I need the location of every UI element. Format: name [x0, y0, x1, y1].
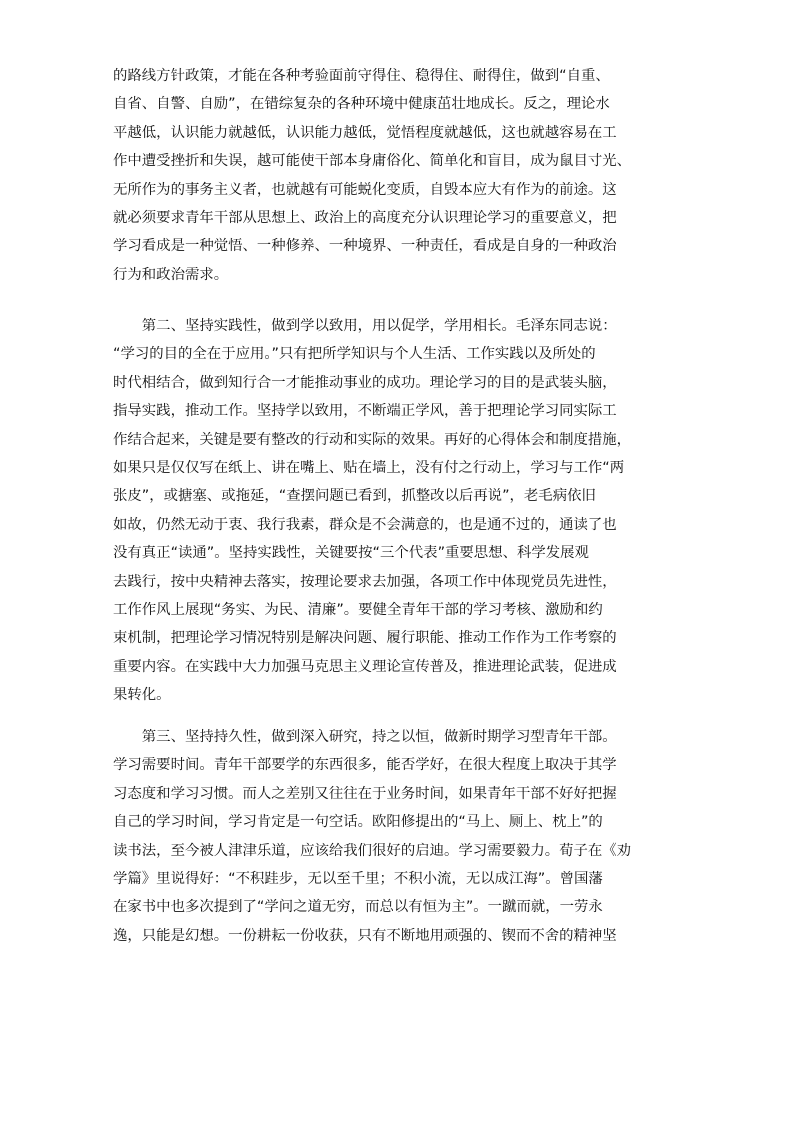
paragraph-3 [113, 723, 632, 950]
text-line: 工作作风上展现“务实、为民、清廉”。要健全青年干部的学习考核、激励和约 [113, 601, 603, 618]
text-line: 时代相结合，做到知行合一才能推动事业的成功。理论学习的目的是武装头脑， [113, 374, 617, 391]
text-line: 指导实践，推动工作。坚持学以致用，不断端正学风，善于把理论学习同实际工 [113, 403, 617, 420]
text-line: “学习的目的全在于应用。”只有把所学知识与个人生活、工作实践以及所处的 [113, 346, 596, 363]
text-line: 第二、坚持实践性，做到学以致用，用以促学，学用相长。毛泽东同志说： [113, 318, 617, 334]
text-line: 自省、自警、自励”，在错综复杂的各种环境中健康茁壮地成长。反之，理论水 [113, 96, 610, 113]
text-line: 自己的学习时间，学习肯定是一句空话。欧阳修提出的“马上、厕上、枕上”的 [113, 814, 603, 831]
text-line: 果转化。 [113, 687, 171, 704]
text-line: 学篇》里说得好：“不积跬步，无以至千里；不积小流，无以成江海”。曾国藩 [113, 870, 603, 887]
text-line: 平越低，认识能力就越低，认识能力越低，觉悟程度就越低，这也就越容易在工 [113, 124, 617, 141]
text-line: 学习需要时间。青年干部要学的东西很多，能否学好，在很大程度上取决于其学 [113, 757, 617, 774]
text-line: 就必须要求青年干部从思想上、政治上的高度充分认识理论学习的重要意义，把 [113, 209, 617, 226]
text-line: 作结合起来，关键是要有整改的行动和实际的效果。再好的心得体会和制度措施， [113, 431, 632, 448]
text-line: 作中遭受挫折和失误，越可能使干部本身庸俗化、简单化和盲目，成为鼠目寸光、 [113, 153, 632, 170]
text-line: 如果只是仅仅写在纸上、讲在嘴上、贴在墙上，没有付之行动上，学习与工作“两 [113, 459, 625, 476]
text-line: 第三、坚持持久性，做到深入研究，持之以恒，做新时期学习型青年干部。 [113, 729, 617, 745]
text-line: 逸，只能是幻想。一份耕耘一份收获，只有不断地用顽强的、锲而不舍的精神坚 [113, 927, 617, 944]
text-line: 张皮”，或搪塞、或拖延，“查摆问题已看到，抓整改以后再说”，老毛病依旧 [113, 488, 596, 505]
text-line: 学习看成是一种觉悟、一种修养、一种境界、一种责任，看成是自身的一种政治 [113, 238, 617, 255]
text-line: 束机制，把理论学习情况特别是解决问题、履行职能、推动工作作为工作考察的 [113, 630, 617, 647]
paragraph-2 [113, 312, 632, 709]
text-line: 习态度和学习习惯。而人之差别又往往在于业务时间，如果青年干部不好好把握 [113, 785, 617, 802]
text-line: 无所作为的事务主义者，也就越有可能蜕化变质，自毁本应大有作为的前途。这 [113, 181, 617, 198]
text-line: 如故，仍然无动于衷、我行我素，群众是不会满意的，也是通不过的，通读了也 [113, 516, 617, 533]
paragraph-1 [113, 62, 632, 289]
text-line: 没有真正“读通”。坚持实践性，关键要按“三个代表”重要思想、科学发展观 [113, 545, 589, 562]
text-line: 读书法，至今被人津津乐道，应该给我们很好的启迪。学习需要毅力。荀子在《劝 [113, 842, 632, 859]
text-line: 去践行，按中央精神去落实，按理论要求去加强，各项工作中体现党员先进性， [113, 573, 617, 590]
text-line: 重要内容。在实践中大力加强马克思主义理论宣传普及，推进理论武装，促进成 [113, 658, 617, 675]
text-line: 的路线方针政策，才能在各种考验面前守得住、稳得住、耐得住，做到“自重、 [113, 68, 610, 84]
text-line: 在家书中也多次提到了“学问之道无穷，而总以有恒为主”。一蹴而就，一劳永 [113, 899, 603, 916]
text-line: 行为和政治需求。 [113, 266, 229, 283]
